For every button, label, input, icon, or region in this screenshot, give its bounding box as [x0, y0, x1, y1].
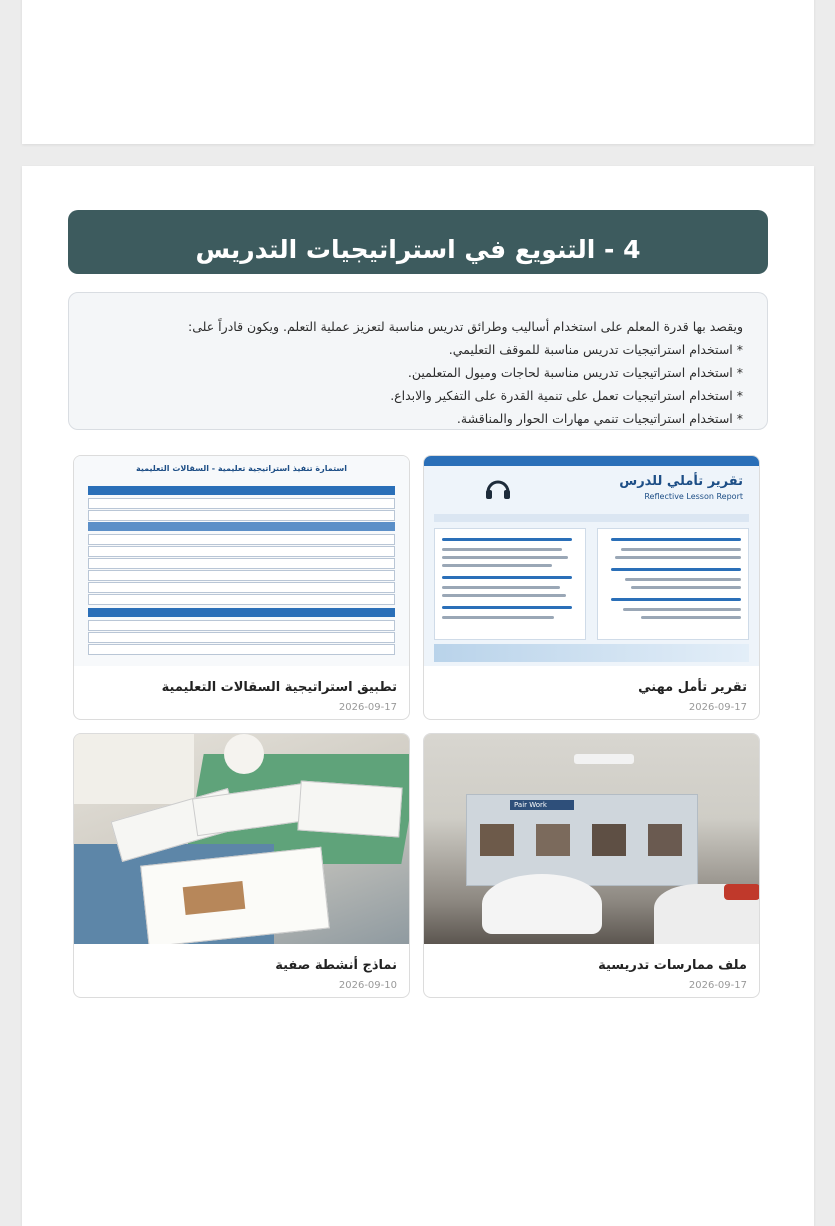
- scaffolding-form-thumbnail: [74, 456, 409, 666]
- evidence-title: تقرير تأمل مهني: [638, 680, 747, 695]
- evidence-date: 2026-09-17: [688, 980, 747, 991]
- evidence-date: 2026-09-10: [338, 980, 397, 991]
- pair-work-label: Pair Work: [510, 800, 574, 810]
- evidence-title: نماذج أنشطة صفية: [275, 958, 397, 973]
- section-description: [68, 292, 768, 430]
- description-point: * استخدام استراتيجيات تدريس مناسبة للموقف التعليمي.: [448, 342, 743, 357]
- evidence-card-classroom-activities[interactable]: [73, 733, 410, 998]
- classroom-activities-photo: [74, 734, 409, 944]
- description-intro: ويقصد بها قدرة المعلم على استخدام أساليب وطرائق تدريس مناسبة لتعزيز عملية التعلم. ويكون قادراً على:: [187, 319, 743, 334]
- description-point: * استخدام استراتيجيات تعمل على تنمية القدرة على التفكير والابداع.: [390, 388, 743, 403]
- thumb-form-title: استمارة تنفيذ استراتيجية تعليمية - السقالات التعليمية: [136, 464, 347, 473]
- evidence-card-scaffolding[interactable]: [73, 455, 410, 720]
- classroom-projection-photo: [424, 734, 759, 944]
- description-point: * استخدام استراتيجيات تنمي مهارات الحوار والمناقشة.: [456, 411, 743, 426]
- evidence-date: 2026-09-17: [338, 702, 397, 713]
- evidence-card-teaching-practices[interactable]: [423, 733, 760, 998]
- evidence-title: ملف ممارسات تدريسية: [598, 958, 747, 973]
- thumb-report-subtitle: Reflective Lesson Report: [644, 492, 743, 501]
- section-title: 4 - التنويع في استراتيجيات التدريس: [68, 210, 768, 274]
- thumb-report-title: تقرير تأملي للدرس: [619, 474, 743, 489]
- section-card: [22, 166, 814, 1226]
- reflective-report-thumbnail: [424, 456, 759, 666]
- previous-content-card: [22, 0, 814, 144]
- description-point: * استخدام استراتيجيات تدريس مناسبة لحاجات وميول المتعلمين.: [407, 365, 743, 380]
- headphones-icon: [484, 476, 512, 500]
- evidence-title: تطبيق استراتيجية السقالات التعليمية: [161, 680, 397, 695]
- evidence-date: 2026-09-17: [688, 702, 747, 713]
- evidence-card-reflective-report[interactable]: [423, 455, 760, 720]
